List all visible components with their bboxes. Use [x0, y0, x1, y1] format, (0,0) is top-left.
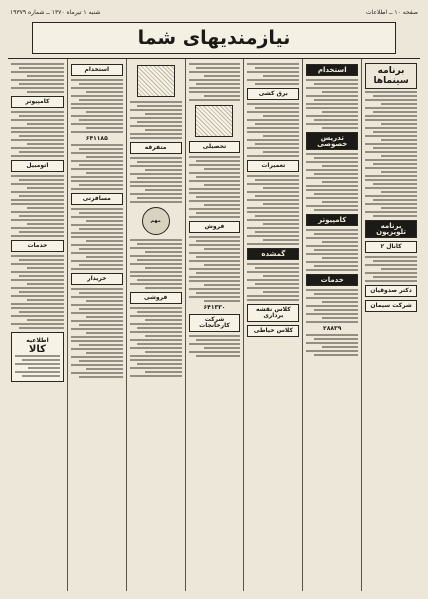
channel-label: کانال ۲ [365, 241, 417, 253]
ad-box: کلاس خیاطی [247, 325, 299, 337]
section-header: برنامه تلویزیون [365, 220, 417, 238]
ad-box: تحصیلی [189, 141, 241, 153]
ad-box: تعمیرات [247, 160, 299, 172]
column-2 [302, 59, 361, 591]
column-3 [243, 59, 302, 591]
ad-box: کلاس نقشه برداری [247, 304, 299, 322]
ad-box: شرکت کارخانجات [189, 314, 241, 332]
phone-number: ۶۴۱۳۳۰ [203, 304, 226, 311]
ad-box: خدمات [11, 240, 64, 252]
brand-logo: کالا [28, 344, 46, 355]
seal-icon: مهم [142, 207, 170, 235]
phone-number: ۶۴۱۱۸۵ [85, 135, 108, 142]
ad-box: اتومبیل [11, 160, 64, 172]
ad-box: شرکت سیمان [365, 300, 417, 312]
section-header: استخدام [306, 64, 358, 76]
folio-right: صفحه ۱۰ ــ اطلاعات [365, 8, 418, 16]
cinema-program-header: برنامه سینماها [365, 63, 417, 89]
column-6 [67, 59, 126, 591]
newspaper-page [4, 4, 424, 595]
section-header: گمشده [247, 248, 299, 260]
ad-box: استخدام [71, 64, 123, 76]
section-header: تدریس خصوصی [306, 132, 358, 150]
column-7 [8, 59, 67, 591]
page-folio [10, 6, 418, 18]
ad-logo [137, 65, 175, 97]
column-5 [126, 59, 185, 591]
column-4 [185, 59, 244, 591]
ad-box: برق کشی [247, 88, 299, 100]
ad-box: مسافرتی [71, 193, 123, 205]
ad-box: متفرقه [130, 142, 182, 154]
section-masthead [32, 22, 396, 54]
masthead-title: نیازمندیهای شما [137, 27, 291, 49]
column-1 [361, 59, 420, 591]
phone-number: ۲۸۸۳۹ [323, 325, 342, 332]
ad-box: خریدار [71, 273, 123, 285]
ad-logo [195, 105, 233, 137]
ad-box: فروش [189, 221, 241, 233]
ad-box: فروشی [130, 292, 182, 304]
classified-columns [8, 58, 420, 591]
ad-box: دکتر صدوقیان [365, 285, 417, 297]
notice-box: اطلاعیه کالا [11, 332, 64, 382]
folio-left: شنبه ۱ تیرماه ۱۳۷۰ ــ شماره ۱۹۳۷۹ [10, 8, 101, 16]
ad-box: کامپیوتر [11, 96, 64, 108]
section-header: کامپیوتر [306, 214, 358, 226]
section-header: خدمات [306, 274, 358, 286]
